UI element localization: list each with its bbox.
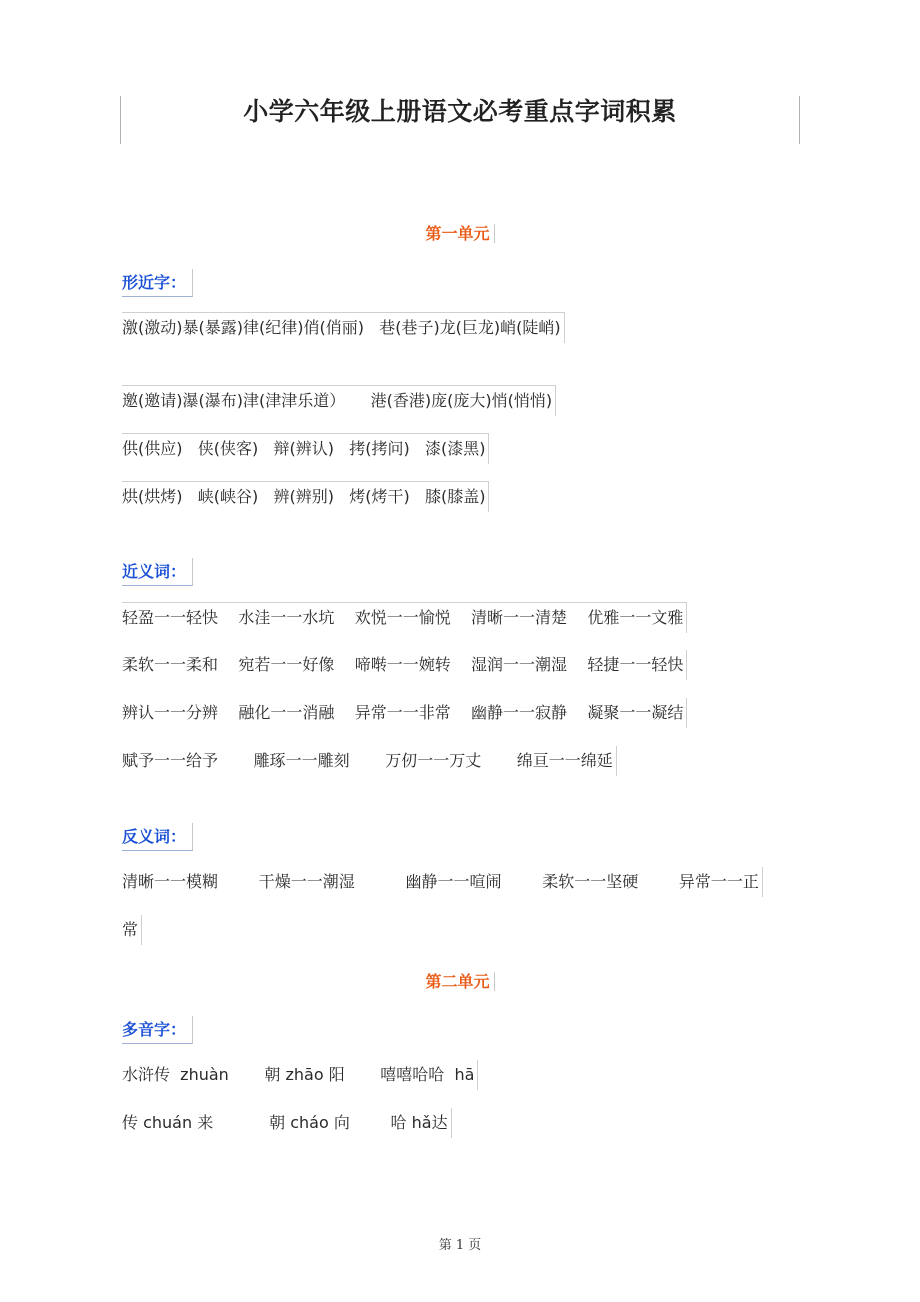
page-number: 第 1 页	[438, 1238, 482, 1253]
unit-2-heading	[0, 969, 920, 992]
duoyin-line-2: 传 chuán 来 朝 cháo 向 哈 hǎ达	[122, 1108, 452, 1138]
jinyi-line-2: 柔软一一柔和 宛若一一好像 啼啭一一婉转 湿润一一潮湿 轻捷一一轻快	[122, 650, 687, 680]
jinyi-line-4: 赋予一一给予 雕琢一一雕刻 万仞一一万丈 绵亘一一绵延	[122, 746, 617, 776]
unit-1-label: 第一单元	[425, 224, 494, 243]
xingjin-heading: 形近字：	[122, 269, 193, 297]
jinyi-line-1: 轻盈一一轻快 水洼一一水坑 欢悦一一愉悦 清晰一一清楚 优雅一一文雅	[122, 602, 687, 633]
duoyin-heading: 多音字：	[122, 1016, 193, 1044]
document-title: 小学六年级上册语文必考重点字词积累	[243, 97, 677, 126]
fanyi-heading: 反义词：	[122, 823, 193, 851]
xingjin-line-3: 供(供应) 侠(侠客) 辩(辨认) 拷(拷问) 漆(漆黑)	[122, 433, 489, 464]
xingjin-line-1: 激(激动)暴(暴露)律(纪律)俏(俏丽) 巷(巷子)龙(巨龙)峭(陡峭)	[122, 312, 565, 343]
xingjin-line-2: 邀(邀请)瀑(瀑布)津(津津乐道） 港(香港)庞(庞大)悄(悄悄)	[122, 385, 556, 416]
fanyi-line-1: 清晰一一模糊 干燥一一潮湿 幽静一一喧闹 柔软一一坚硬 异常一一正	[122, 867, 763, 897]
jinyi-heading: 近义词：	[122, 558, 193, 586]
unit-1-heading	[0, 221, 920, 244]
xingjin-line-4: 烘(烘烤) 峡(峡谷) 辨(辨别) 烤(烤干) 膝(膝盖)	[122, 481, 489, 512]
fanyi-line-2: 常	[122, 915, 142, 945]
jinyi-line-3: 辨认一一分辨 融化一一消融 异常一一非常 幽静一一寂静 凝聚一一凝结	[122, 698, 687, 728]
unit-2-label: 第二单元	[425, 972, 494, 991]
duoyin-line-1: 水浒传 zhuàn 朝 zhāo 阳 嘻嘻哈哈 hā	[122, 1060, 478, 1090]
